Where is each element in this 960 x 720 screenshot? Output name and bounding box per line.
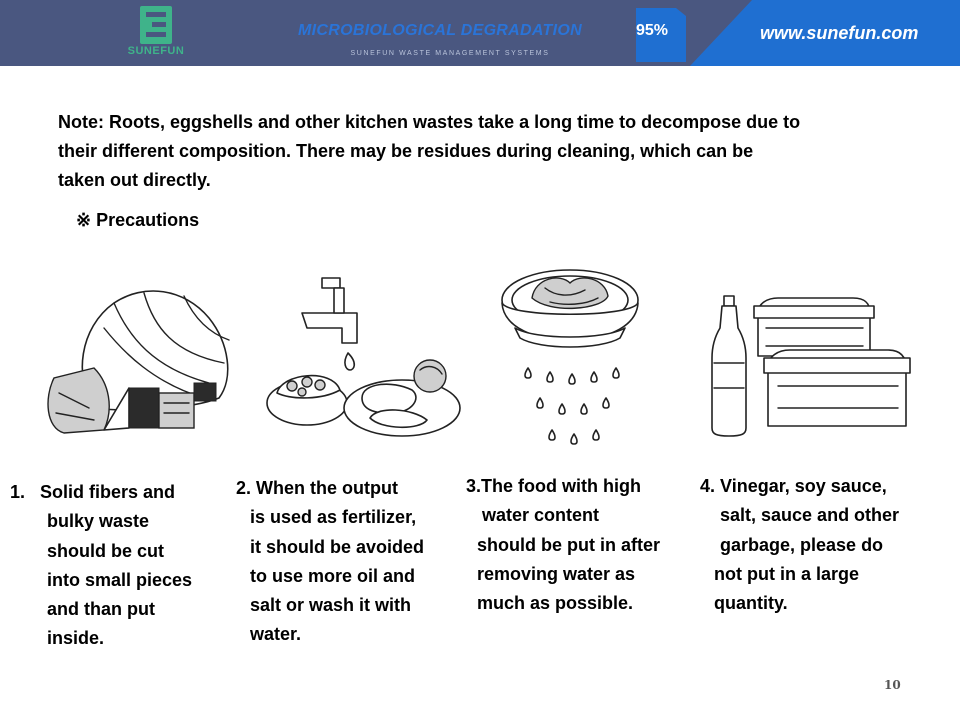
item-line: inside. bbox=[47, 628, 105, 649]
item-line: 1. Solid fibers and bbox=[10, 482, 176, 502]
precaution-item-1 bbox=[10, 478, 192, 654]
precaution-item-2 bbox=[236, 474, 424, 650]
item-line: 4. Vinegar, soy sauce, bbox=[700, 476, 887, 496]
precaution-item-4 bbox=[700, 472, 899, 618]
item-line: much as possible. bbox=[477, 593, 634, 614]
item-line: into small pieces bbox=[47, 569, 193, 590]
note-line: Note: Roots, eggshells and other kitchen wastes take a long time to decompose due to bbox=[58, 112, 801, 132]
item-line: to use more oil and bbox=[250, 565, 416, 586]
precautions-heading: ※ Precautions bbox=[76, 210, 200, 230]
item-line: salt or wash it with bbox=[250, 595, 412, 616]
item-line: it should be avoided bbox=[250, 536, 425, 557]
page-number: 10 bbox=[884, 678, 901, 692]
item-line: bulky waste bbox=[47, 511, 150, 532]
item-line: should be put in after bbox=[477, 534, 660, 555]
bottle-containers-icon bbox=[708, 258, 918, 458]
item-line: salt, sauce and other bbox=[720, 505, 900, 526]
item-line: 2. When the output bbox=[236, 478, 398, 498]
item-line: not put in a large bbox=[714, 563, 860, 584]
water-drops bbox=[525, 368, 619, 444]
item-line: 3.The food with high bbox=[466, 476, 641, 496]
item-line: should be cut bbox=[47, 540, 164, 561]
item-line: garbage, please do bbox=[720, 534, 884, 555]
item-line: quantity. bbox=[714, 593, 788, 614]
item-line: water content bbox=[482, 505, 600, 526]
note-line: their different composition. There may be residues during cleaning, which can be bbox=[58, 141, 754, 161]
item-line: is used as fertilizer, bbox=[250, 507, 417, 528]
draining-bowl-icon bbox=[490, 258, 670, 458]
header-bar bbox=[0, 0, 960, 66]
item-line: removing water as bbox=[477, 563, 636, 584]
item-line: and than put bbox=[47, 599, 155, 620]
cabbage-icon bbox=[34, 258, 244, 458]
note-line: taken out directly. bbox=[58, 170, 211, 190]
precaution-item-3 bbox=[466, 472, 660, 618]
percent-badge: 95% bbox=[636, 22, 669, 39]
website-url[interactable]: www.sunefun.com bbox=[760, 23, 919, 43]
faucet-food-plates-icon bbox=[262, 258, 472, 458]
header-subtitle: SUNEFUN WASTE MANAGEMENT SYSTEMS bbox=[350, 50, 550, 57]
logo-text: SUNEFUN bbox=[127, 45, 185, 57]
item-line: water. bbox=[250, 624, 302, 645]
header-title: MICROBIOLOGICAL DEGRADATION bbox=[298, 22, 582, 39]
note-paragraph bbox=[58, 108, 918, 195]
